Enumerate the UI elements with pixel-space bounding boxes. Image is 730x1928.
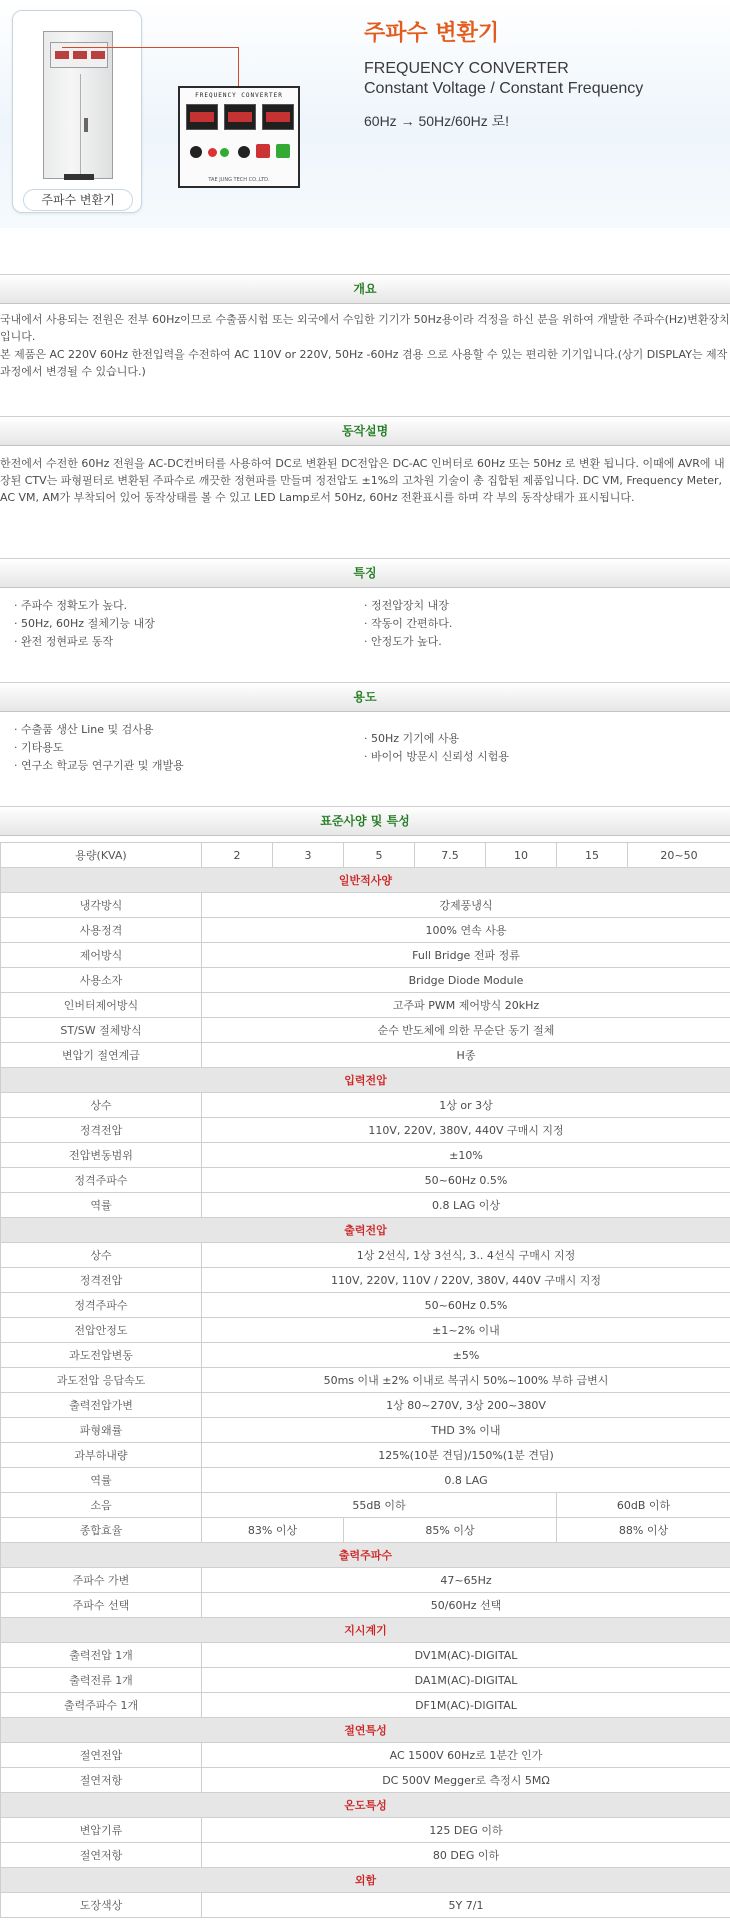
product-photo-card bbox=[12, 10, 142, 213]
table-row bbox=[1, 1318, 730, 1343]
subtitle-frequency: 60Hz → 50Hz/60Hz 로! bbox=[364, 113, 510, 129]
spec-value: 50/60Hz 선택 bbox=[202, 1593, 730, 1618]
table-row bbox=[1, 1843, 730, 1868]
spec-value: 0.8 LAG 이상 bbox=[202, 1193, 730, 1218]
spec-value: DA1M(AC)-DIGITAL bbox=[202, 1668, 730, 1693]
spec-value: 100% 연속 사용 bbox=[202, 918, 730, 943]
table-row bbox=[1, 1368, 730, 1393]
spec-label: 변압기 절연계급 bbox=[1, 1043, 202, 1068]
list-item: · 50Hz 기기에 사용 bbox=[364, 732, 460, 745]
spec-value: AC 1500V 60Hz로 1분간 인가 bbox=[202, 1743, 730, 1768]
table-section-header bbox=[1, 1618, 730, 1643]
spec-value: 55dB 이하 bbox=[202, 1493, 557, 1518]
table-row bbox=[1, 1343, 730, 1368]
table-row bbox=[1, 1193, 730, 1218]
spec-value: 110V, 220V, 110V / 220V, 380V, 440V 구매시 지정 bbox=[202, 1268, 730, 1293]
table-row bbox=[1, 1643, 730, 1668]
spec-value: 고주파 PWM 제어방식 20kHz bbox=[202, 993, 730, 1018]
spec-value: 110V, 220V, 380V, 440V 구매시 지정 bbox=[202, 1118, 730, 1143]
table-row bbox=[1, 1143, 730, 1168]
capacity-value: 20~50 bbox=[628, 843, 730, 868]
table-row-capacity bbox=[1, 843, 730, 868]
spec-label: 출력전압 1개 bbox=[1, 1643, 202, 1668]
capacity-value: 3 bbox=[273, 843, 344, 868]
spec-label: 제어방식 bbox=[1, 943, 202, 968]
overview-text-2: 본 제품은 AC 220V 60Hz 한전입력을 수전하여 AC 110V or 220V, 50Hz -60Hz 겸용 으로 사용할 수 있는 편리한 기기입니다.(상기 DISPLAY는 제작과정에서 변경될 수 있습니다.) bbox=[0, 348, 728, 378]
table-row bbox=[1, 1043, 730, 1068]
table-section-header bbox=[1, 868, 730, 893]
list-item: · 수출품 생산 Line 및 검사용 bbox=[14, 723, 154, 736]
spec-value: 1상 2선식, 1상 3선식, 3.. 4선식 구매시 지정 bbox=[202, 1243, 730, 1268]
table-row bbox=[1, 1568, 730, 1593]
spec-value: 50~60Hz 0.5% bbox=[202, 1168, 730, 1193]
spec-label: ST/SW 절체방식 bbox=[1, 1018, 202, 1043]
capacity-value: 10 bbox=[486, 843, 557, 868]
spec-value: 50~60Hz 0.5% bbox=[202, 1293, 730, 1318]
table-row bbox=[1, 918, 730, 943]
table-row bbox=[1, 1418, 730, 1443]
spec-label: 절연전압 bbox=[1, 1743, 202, 1768]
spec-label: 역률 bbox=[1, 1193, 202, 1218]
spec-value: 47~65Hz bbox=[202, 1568, 730, 1593]
spec-label: 도장색상 bbox=[1, 1893, 202, 1918]
spec-value: Bridge Diode Module bbox=[202, 968, 730, 993]
table-row bbox=[1, 1018, 730, 1043]
panel-title: FREQUENCY CONVERTER bbox=[195, 92, 283, 99]
table-row bbox=[1, 1668, 730, 1693]
operation-text: 한전에서 수전한 60Hz 전원을 AC-DC컨버터를 사용하여 DC로 변환된 DC전압은 DC-AC 인버터로 60Hz 또는 50Hz 로 변환 됩니다. 이때에 AVR에 내장된 CTV는 파형필터로 변환된 주파수로 깨끗한 정현파를 만들며 정전압도 ±1%의 고차원 기술이 총 집합된 제품입니다. DC VM, Frequency Meter, AC VM, AM가 부착되어 있어 동작상태를 볼 수 있고 LED Lamp로서 50Hz, 60Hz 전환표시를 하며 각 부의 동작상태가 표시됩니다. bbox=[0, 457, 725, 504]
spec-value: 강제풍냉식 bbox=[202, 893, 730, 918]
table-row bbox=[1, 1818, 730, 1843]
list-item: · 안정도가 높다. bbox=[364, 635, 442, 648]
list-item: · 기타용도 bbox=[14, 741, 64, 754]
spec-label: 상수 bbox=[1, 1243, 202, 1268]
spec-label: 출력전압가변 bbox=[1, 1393, 202, 1418]
converter-cabinet-image bbox=[43, 31, 113, 179]
table-row bbox=[1, 1593, 730, 1618]
spec-value: 125%(10분 견딤)/150%(1분 견딤) bbox=[202, 1443, 730, 1468]
capacity-value: 2 bbox=[202, 843, 273, 868]
usage-list-left bbox=[14, 721, 184, 775]
spec-label: 상수 bbox=[1, 1093, 202, 1118]
spec-value: H종 bbox=[202, 1043, 730, 1068]
product-caption: 주파수 변환기 bbox=[23, 189, 133, 211]
table-row-noise bbox=[1, 1493, 730, 1518]
section-header-operation: 동작설명 bbox=[0, 416, 730, 446]
table-row bbox=[1, 1693, 730, 1718]
spec-label: 정격전압 bbox=[1, 1268, 202, 1293]
spec-label: 과도전압변동 bbox=[1, 1343, 202, 1368]
spec-label: 과부하내량 bbox=[1, 1443, 202, 1468]
table-row bbox=[1, 993, 730, 1018]
table-row-efficiency bbox=[1, 1518, 730, 1543]
table-row bbox=[1, 1293, 730, 1318]
spec-value: ±1~2% 이내 bbox=[202, 1318, 730, 1343]
subtitle-mode: Constant Voltage / Constant Frequency bbox=[364, 80, 644, 97]
spec-label: 사용정격 bbox=[1, 918, 202, 943]
spec-value: ±5% bbox=[202, 1343, 730, 1368]
spec-value: DC 500V Megger로 측정시 5MΩ bbox=[202, 1768, 730, 1793]
table-section-header bbox=[1, 1718, 730, 1743]
features-list-left bbox=[14, 597, 155, 651]
section-header-features: 특징 bbox=[0, 558, 730, 588]
section-title: 입력전압 bbox=[1, 1068, 730, 1093]
table-row bbox=[1, 1168, 730, 1193]
spec-label: 변압기류 bbox=[1, 1818, 202, 1843]
list-item: · 바이어 방문시 신뢰성 시험용 bbox=[364, 750, 509, 763]
spec-value: DV1M(AC)-DIGITAL bbox=[202, 1643, 730, 1668]
features-list-right bbox=[364, 597, 452, 651]
table-section-header bbox=[1, 1543, 730, 1568]
spec-label: 출력전류 1개 bbox=[1, 1668, 202, 1693]
spec-label: 정격주파수 bbox=[1, 1168, 202, 1193]
spec-label: 절연저항 bbox=[1, 1843, 202, 1868]
table-row bbox=[1, 1268, 730, 1293]
spec-label: 사용소자 bbox=[1, 968, 202, 993]
usage-list-right bbox=[364, 730, 509, 766]
spec-label: 인버터제어방식 bbox=[1, 993, 202, 1018]
section-header-overview: 개요 bbox=[0, 274, 730, 304]
capacity-label: 용량(KVA) bbox=[1, 843, 202, 868]
list-item: · 작동이 간편하다. bbox=[364, 617, 453, 630]
table-row bbox=[1, 1743, 730, 1768]
table-row bbox=[1, 1893, 730, 1918]
spec-value: ±10% bbox=[202, 1143, 730, 1168]
list-item: · 완전 정현파로 동작 bbox=[14, 635, 113, 648]
spec-label: 주파수 선택 bbox=[1, 1593, 202, 1618]
callout-line-vertical bbox=[238, 47, 239, 87]
section-title: 외함 bbox=[1, 1868, 730, 1893]
spec-value: 83% 이상 bbox=[202, 1518, 344, 1543]
list-item: · 주파수 정확도가 높다. bbox=[14, 599, 128, 612]
spec-value: 순수 반도체에 의한 무순단 동기 절체 bbox=[202, 1018, 730, 1043]
panel-maker: TAE JUNG TECH CO.,LTD. bbox=[208, 177, 270, 183]
section-title: 일반적사양 bbox=[1, 868, 730, 893]
section-title: 절연특성 bbox=[1, 1718, 730, 1743]
spec-table bbox=[0, 842, 730, 1918]
spec-value: THD 3% 이내 bbox=[202, 1418, 730, 1443]
spec-label: 절연저항 bbox=[1, 1768, 202, 1793]
table-section-header bbox=[1, 1218, 730, 1243]
table-section-header bbox=[1, 1068, 730, 1093]
section-title: 출력전압 bbox=[1, 1218, 730, 1243]
table-row bbox=[1, 1243, 730, 1268]
spec-label: 과도전압 응답속도 bbox=[1, 1368, 202, 1393]
spec-label: 주파수 가변 bbox=[1, 1568, 202, 1593]
section-title: 출력주파수 bbox=[1, 1543, 730, 1568]
spec-value: 50ms 이내 ±2% 이내로 복귀시 50%~100% 부하 급변시 bbox=[202, 1368, 730, 1393]
spec-value: DF1M(AC)-DIGITAL bbox=[202, 1693, 730, 1718]
subtitle-english: FREQUENCY CONVERTER bbox=[364, 60, 569, 77]
capacity-value: 7.5 bbox=[415, 843, 486, 868]
section-header-usage: 용도 bbox=[0, 682, 730, 712]
table-row bbox=[1, 1768, 730, 1793]
table-row bbox=[1, 1468, 730, 1493]
spec-label: 파형왜률 bbox=[1, 1418, 202, 1443]
spec-value: 80 DEG 이하 bbox=[202, 1843, 730, 1868]
table-row bbox=[1, 943, 730, 968]
table-row bbox=[1, 1443, 730, 1468]
table-row bbox=[1, 1093, 730, 1118]
table-row bbox=[1, 1118, 730, 1143]
spec-label: 냉각방식 bbox=[1, 893, 202, 918]
list-item: · 연구소 학교등 연구기관 및 개발용 bbox=[14, 759, 184, 772]
capacity-value: 5 bbox=[344, 843, 415, 868]
page-title: 주파수 변환기 bbox=[364, 21, 500, 46]
spec-label: 출력주파수 1개 bbox=[1, 1693, 202, 1718]
control-panel-image bbox=[178, 86, 300, 188]
list-item: · 정전압장치 내장 bbox=[364, 599, 449, 612]
table-row bbox=[1, 1393, 730, 1418]
spec-value: 125 DEG 이하 bbox=[202, 1818, 730, 1843]
spec-label: 정격전압 bbox=[1, 1118, 202, 1143]
section-title: 지시계기 bbox=[1, 1618, 730, 1643]
table-section-header bbox=[1, 1868, 730, 1893]
spec-value: 85% 이상 bbox=[344, 1518, 557, 1543]
capacity-value: 15 bbox=[557, 843, 628, 868]
spec-value: 60dB 이하 bbox=[557, 1493, 730, 1518]
list-item: · 50Hz, 60Hz 절체기능 내장 bbox=[14, 617, 155, 630]
spec-label: 종합효율 bbox=[1, 1518, 202, 1543]
hero-banner bbox=[0, 0, 730, 228]
table-row bbox=[1, 968, 730, 993]
spec-label: 전압변동범위 bbox=[1, 1143, 202, 1168]
table-section-header bbox=[1, 1793, 730, 1818]
spec-value: 5Y 7/1 bbox=[202, 1893, 730, 1918]
spec-label: 소음 bbox=[1, 1493, 202, 1518]
spec-label: 정격주파수 bbox=[1, 1293, 202, 1318]
spec-value: 1상 or 3상 bbox=[202, 1093, 730, 1118]
table-row bbox=[1, 893, 730, 918]
spec-label: 전압안정도 bbox=[1, 1318, 202, 1343]
spec-value: 88% 이상 bbox=[557, 1518, 730, 1543]
callout-line bbox=[62, 47, 238, 48]
spec-value: 1상 80~270V, 3상 200~380V bbox=[202, 1393, 730, 1418]
section-title: 온도특성 bbox=[1, 1793, 730, 1818]
spec-value: 0.8 LAG bbox=[202, 1468, 730, 1493]
spec-label: 역률 bbox=[1, 1468, 202, 1493]
spec-value: Full Bridge 전파 정류 bbox=[202, 943, 730, 968]
overview-text-1: 국내에서 사용되는 전원은 전부 60Hz이므로 수출품시험 또는 외국에서 수입한 기기가 50Hz용이라 걱정을 하신 분을 위하여 개발한 주파수(Hz)변환장치입니다. bbox=[0, 313, 730, 343]
section-header-spec: 표준사양 및 특성 bbox=[0, 806, 730, 836]
